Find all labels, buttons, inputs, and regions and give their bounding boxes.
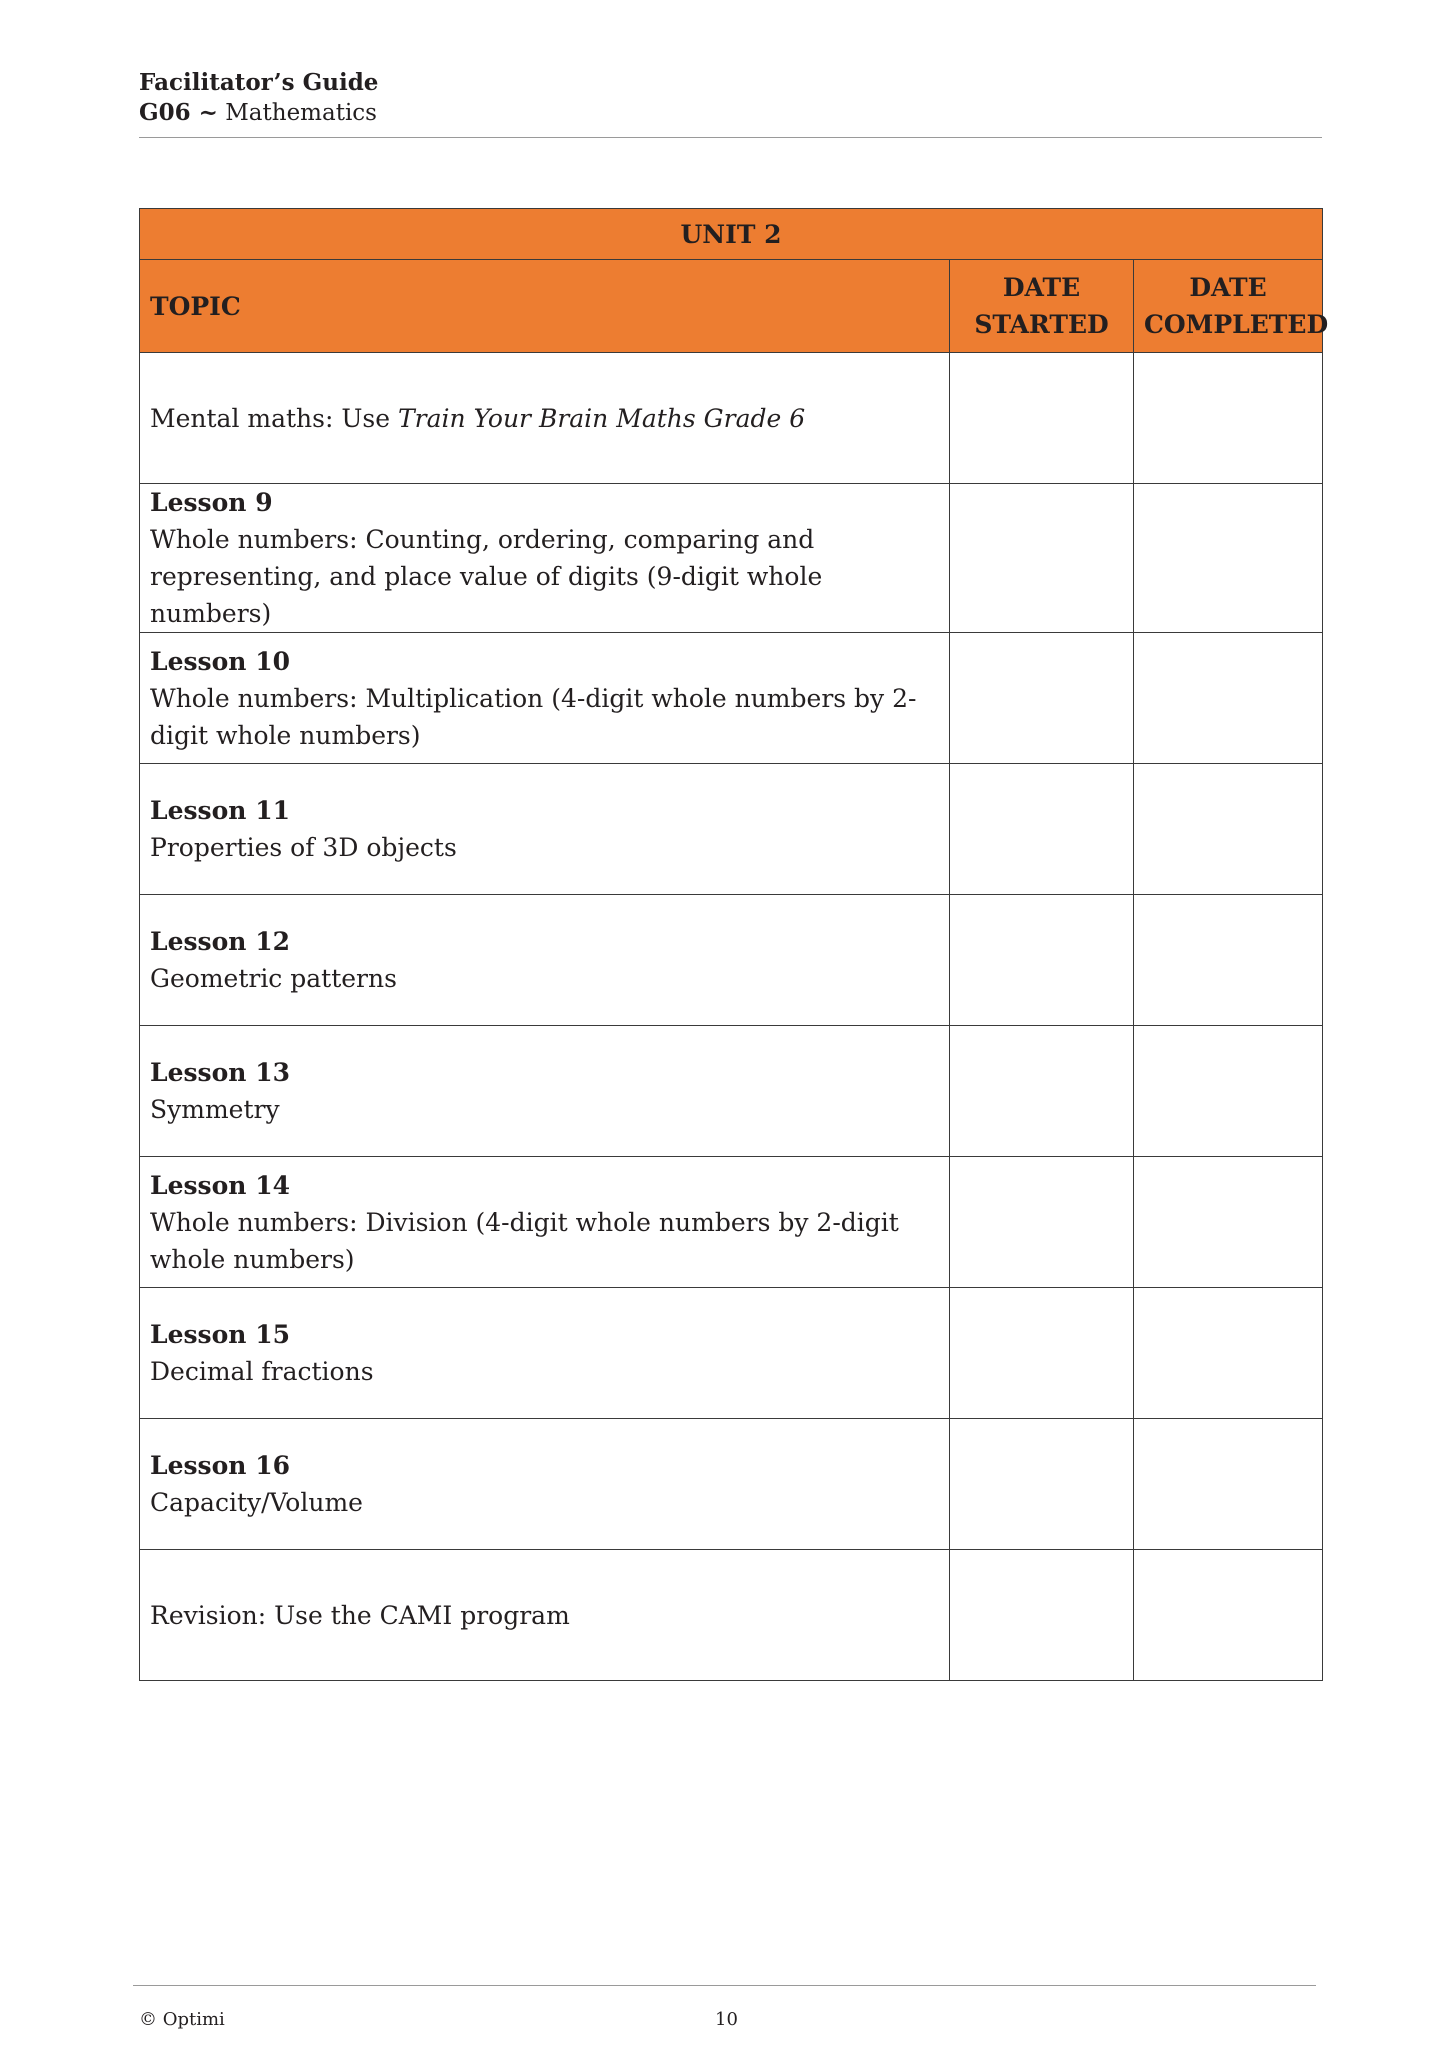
- topic-text: Revision: Use the CAMI program: [150, 1600, 570, 1630]
- topic-text: Properties of 3D objects: [150, 833, 457, 862]
- date-completed-cell[interactable]: [1134, 484, 1323, 633]
- table-row: [140, 1550, 1323, 1681]
- topic-cell: [140, 484, 950, 633]
- topic-text: Whole numbers: Division (4-digit whole numbers by 2-digit whole numbers): [150, 1207, 899, 1274]
- topic-cell: [140, 895, 950, 1026]
- topic-text: Capacity/Volume: [150, 1488, 363, 1517]
- subject-line: [139, 98, 1322, 128]
- subject-name: Mathematics: [225, 100, 377, 126]
- date-completed-cell[interactable]: [1134, 764, 1323, 895]
- column-header-row: [140, 260, 1323, 353]
- date-completed-cell[interactable]: [1134, 1288, 1323, 1419]
- date-started-cell[interactable]: [950, 1026, 1134, 1157]
- topic-cell: [140, 1157, 950, 1288]
- lesson-title: Lesson 9: [150, 488, 273, 517]
- lesson-title: Lesson 16: [150, 1451, 290, 1480]
- topic-cell: [140, 1288, 950, 1419]
- table-row: [140, 895, 1323, 1026]
- unit-title-row: [140, 209, 1323, 260]
- topic-text: Geometric patterns: [150, 964, 397, 993]
- grade-code: G06 ~: [139, 99, 218, 126]
- page-number: 10: [715, 2009, 738, 2030]
- page-header: [139, 68, 1322, 128]
- date-started-cell[interactable]: [950, 353, 1134, 484]
- table-row: [140, 764, 1323, 895]
- date-completed-cell[interactable]: [1134, 1550, 1323, 1681]
- topic-text: Symmetry: [150, 1095, 280, 1124]
- topic-text: Whole numbers: Multiplication (4-digit whole numbers by 2-digit whole numbers): [150, 683, 917, 750]
- date-started-column-header: DATE STARTED: [950, 260, 1134, 353]
- date-started-cell[interactable]: [950, 1419, 1134, 1550]
- date-started-cell[interactable]: [950, 484, 1134, 633]
- topic-cell: [140, 1550, 950, 1681]
- lesson-title: Lesson 12: [150, 927, 290, 956]
- table-row: [140, 1288, 1323, 1419]
- table-row: [140, 633, 1323, 764]
- topic-cell: [140, 1419, 950, 1550]
- topic-cell: [140, 1026, 950, 1157]
- date-started-cell[interactable]: [950, 1157, 1134, 1288]
- unit-progress-table: [139, 208, 1329, 1681]
- topic-column-header: TOPIC: [140, 260, 950, 353]
- topic-cell: [140, 633, 950, 764]
- date-started-cell[interactable]: [950, 1550, 1134, 1681]
- topic-cell: [140, 353, 950, 484]
- date-started-cell[interactable]: [950, 633, 1134, 764]
- lesson-title: Lesson 11: [150, 796, 290, 825]
- table-row: [140, 484, 1323, 633]
- lesson-title: Lesson 10: [150, 646, 290, 676]
- table-row: [140, 1157, 1323, 1288]
- date-started-cell[interactable]: [950, 895, 1134, 1026]
- date-started-cell[interactable]: [950, 764, 1134, 895]
- topic-text: Mental maths: Use: [150, 403, 398, 433]
- date-completed-cell[interactable]: [1134, 1157, 1323, 1288]
- header-divider: [139, 137, 1322, 138]
- date-completed-cell[interactable]: [1134, 1026, 1323, 1157]
- book-title: Train Your Brain Maths Grade 6: [398, 403, 806, 433]
- topic-text: Whole numbers: Counting, ordering, comparing and representing, and place value of digits (9-digit whole numbers): [150, 525, 823, 628]
- footer-divider: [133, 1985, 1316, 1986]
- table-row: [140, 1419, 1323, 1550]
- lesson-title: Lesson 13: [150, 1058, 290, 1087]
- unit-title: UNIT 2: [140, 209, 1323, 260]
- lesson-title: Lesson 15: [150, 1320, 290, 1349]
- table-row: [140, 353, 1323, 484]
- lesson-title: Lesson 14: [150, 1170, 290, 1200]
- table-row: [140, 1026, 1323, 1157]
- copyright: © Optimi: [139, 2009, 225, 2030]
- date-completed-column-header: DATE COMPLETED: [1134, 260, 1323, 353]
- date-completed-cell[interactable]: [1134, 353, 1323, 484]
- topic-cell: [140, 764, 950, 895]
- date-completed-cell[interactable]: [1134, 633, 1323, 764]
- document-title: Facilitator’s Guide: [139, 69, 379, 96]
- topic-text: Decimal fractions: [150, 1357, 374, 1386]
- date-started-cell[interactable]: [950, 1288, 1134, 1419]
- date-completed-cell[interactable]: [1134, 895, 1323, 1026]
- date-completed-cell[interactable]: [1134, 1419, 1323, 1550]
